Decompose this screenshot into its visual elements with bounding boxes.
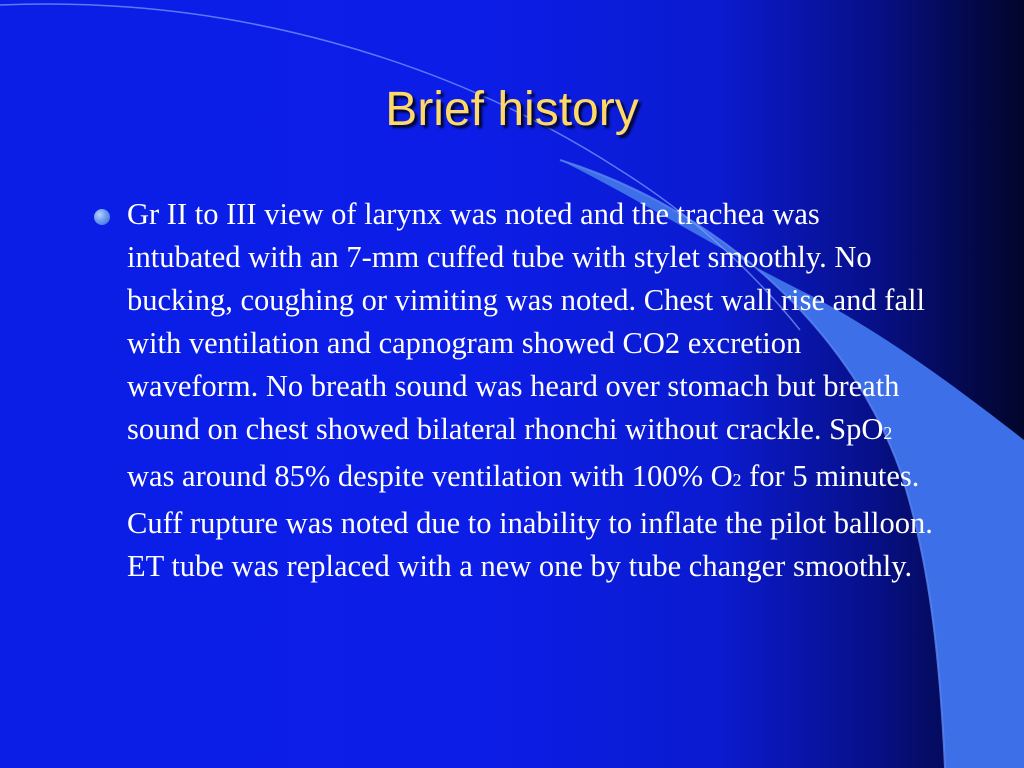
bullet-text (127, 193, 940, 588)
bullet-item (90, 193, 940, 588)
bullet-text-part-1: Gr II to III view of larynx was noted and the trachea was intubated with an 7-mm cuffed tube with stylet smoothly. No bucking, coughing or vimiting was noted. Chest wall rise and fall with ventilation and capnogram showed CO2 excretion waveform. No breath sound was heard over stomach but breath sound on chest showed bilateral rhonchi without crackle. SpO (127, 197, 933, 446)
subscript-2: 2 (732, 470, 742, 490)
bullet-text-part-2: was around 85% despite ventilation with 100% O (127, 412, 900, 493)
bullet-dot-icon (94, 209, 110, 225)
slide-body (90, 193, 940, 588)
subscript-2: 2 (883, 423, 893, 443)
slide-title: Brief history (385, 83, 639, 136)
bullet-text-part-3: for 5 minutes. Cuff rupture was noted due to inability to inflate the pilot balloon. ET tube was replaced with a new one by tube changer smoothly. (127, 459, 941, 583)
